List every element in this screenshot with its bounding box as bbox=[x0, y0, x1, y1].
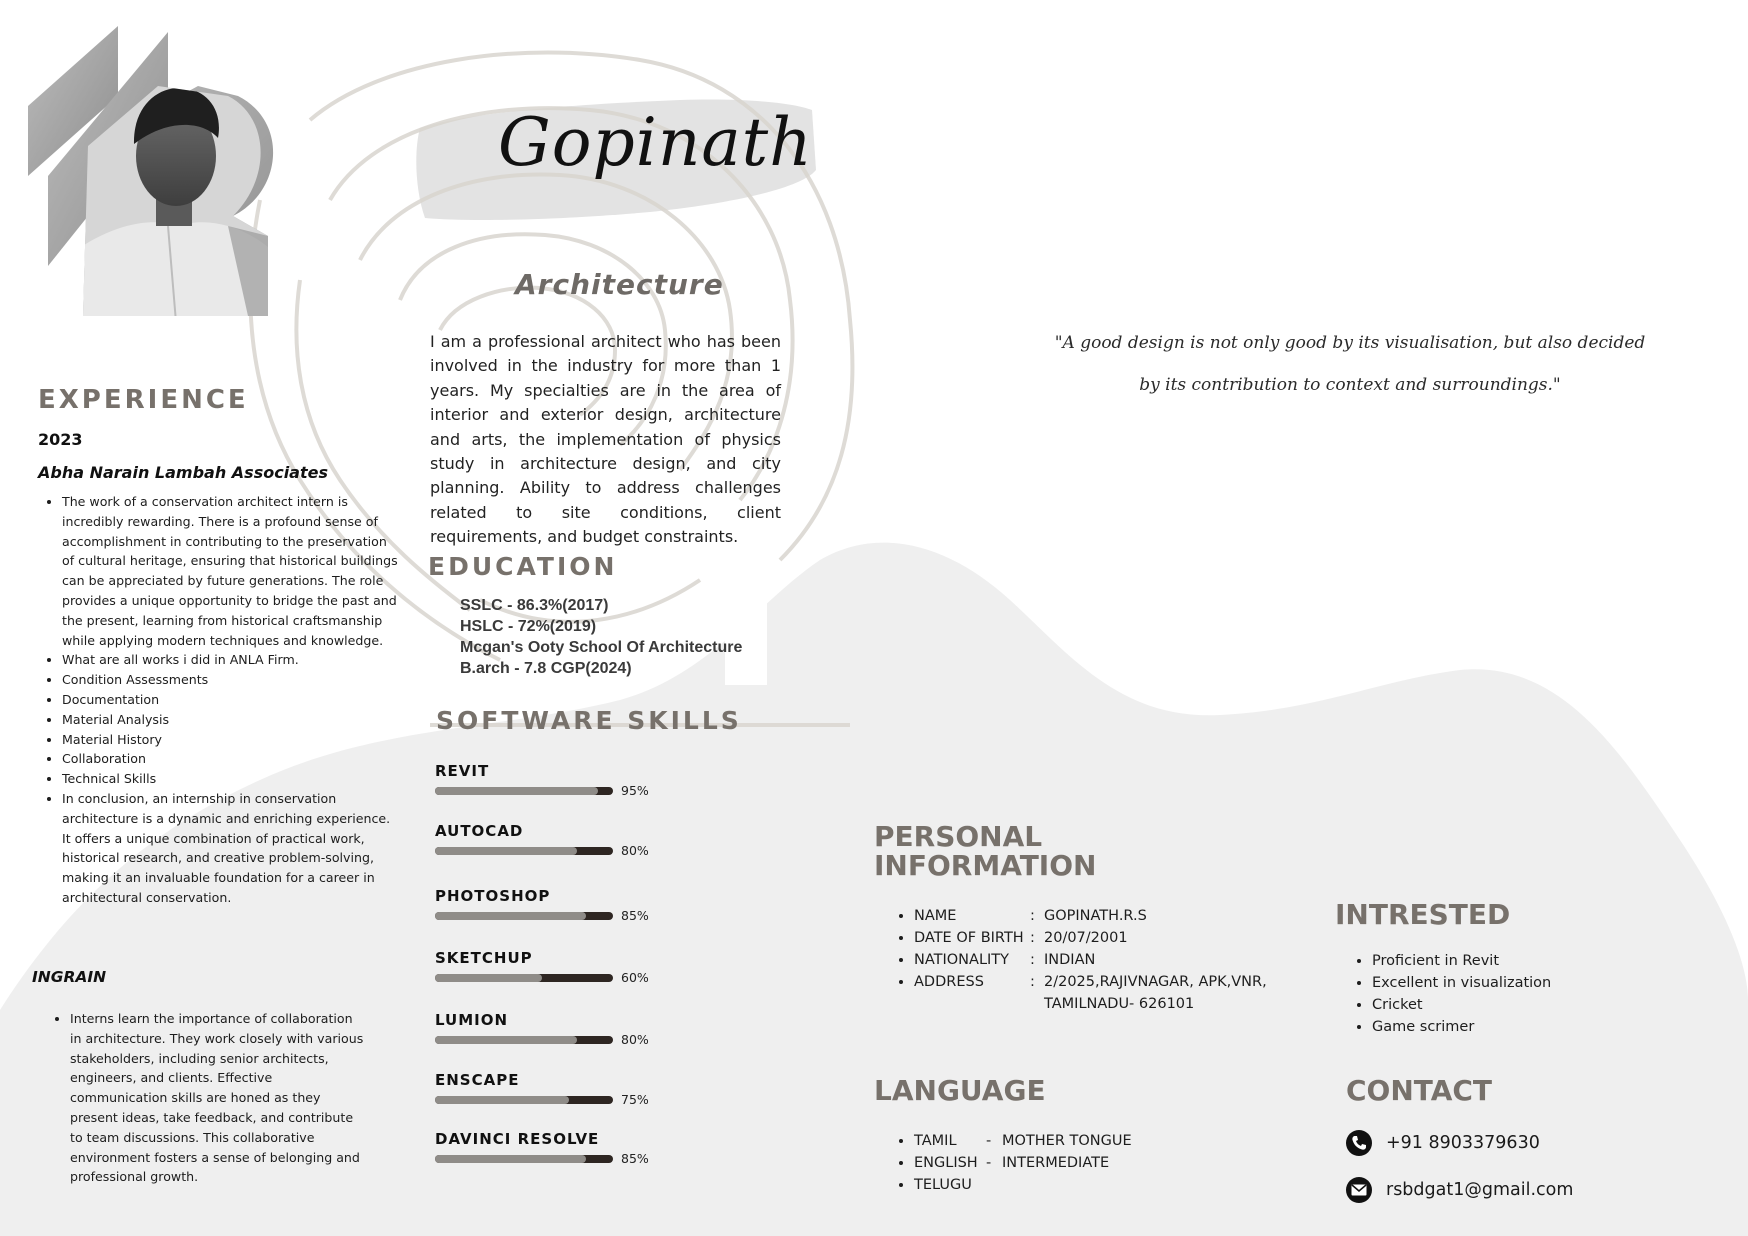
mail-icon bbox=[1346, 1177, 1372, 1203]
education-item: Mcgan's Ooty School Of Architecture bbox=[460, 639, 743, 656]
list-item: • Condition Assessments bbox=[62, 670, 400, 690]
quote-line-1: "A good design is not only good by its visualisation, but also decided bbox=[1054, 333, 1646, 353]
quote-line-2: by its contribution to context and surroundings." bbox=[1139, 375, 1561, 395]
personal-info-heading-line-2: INFORMATION bbox=[874, 849, 1097, 882]
list-item: • Interns learn the importance of collaboration in architecture. They work closely with various stakeholders, including senior architects, engineers, and clients. Effective communication skills are honed as they present ideas, take feedback, and contribute to team discussions. This collaborative environment fosters a sense of belonging and professional growth. bbox=[70, 1009, 366, 1187]
skill-percent: 85% bbox=[621, 1151, 649, 1166]
list-item: • What are all works i did in ANLA Firm. bbox=[62, 650, 400, 670]
skill-percent: 80% bbox=[621, 843, 649, 858]
list-item: • Material History bbox=[62, 730, 400, 750]
language-item: • ENGLISH - INTERMEDIATE bbox=[914, 1152, 1132, 1174]
list-item: • Documentation bbox=[62, 690, 400, 710]
list-item: • Technical Skills bbox=[62, 769, 400, 789]
skill-name: AUTOCAD bbox=[435, 822, 524, 840]
language-list bbox=[892, 1130, 1132, 1196]
info-nationality: • NATIONALITY : INDIAN bbox=[914, 949, 1314, 971]
interest-item: • Excellent in visualization bbox=[1372, 972, 1551, 994]
skill-percent: 85% bbox=[621, 908, 649, 923]
skill-name: PHOTOSHOP bbox=[435, 887, 551, 905]
list-item: • The work of a conservation architect intern is incredibly rewarding. There is a profound sense of accomplishment in contributing to the preservation of cultural heritage, ensuring that historical buildings can be appreciated by future generations. The role provides a unique opportunity to bridge the past and the present, learning from historical craftsmanship while applying modern techniques and knowledge. bbox=[62, 492, 400, 650]
skill-name: REVIT bbox=[435, 762, 490, 780]
skill-percent: 95% bbox=[621, 783, 649, 798]
contact-phone[interactable]: +91 8903379630 bbox=[1386, 1133, 1540, 1153]
personal-info-heading-line-1: PERSONAL bbox=[874, 820, 1043, 853]
quote bbox=[1030, 322, 1670, 406]
experience-list bbox=[40, 492, 400, 908]
info-address: • ADDRESS : 2/2025,RAJIVNAGAR, APK,VNR, TAMILNADU- 626101 bbox=[914, 971, 1314, 1015]
role-title: Architecture bbox=[515, 268, 724, 301]
interested-list bbox=[1350, 950, 1551, 1038]
education-item: SSLC - 86.3%(2017) bbox=[460, 597, 609, 614]
software-skills-heading: SOFTWARE SKILLS bbox=[436, 706, 742, 735]
contact-email-row[interactable] bbox=[1346, 1177, 1573, 1203]
info-dob: • DATE OF BIRTH : 20/07/2001 bbox=[914, 927, 1314, 949]
info-name: • NAME : GOPINATH.R.S bbox=[914, 905, 1314, 927]
experience-heading: EXPERIENCE bbox=[38, 385, 249, 415]
experience-company-2: INGRAIN bbox=[32, 968, 107, 986]
skill-percent: 80% bbox=[621, 1032, 649, 1047]
skill-name: ENSCAPE bbox=[435, 1071, 520, 1089]
education-item: HSLC - 72%(2019) bbox=[460, 618, 597, 635]
language-item: • TELUGU bbox=[914, 1174, 1132, 1196]
skill-name: LUMION bbox=[435, 1011, 509, 1029]
education-list bbox=[460, 595, 742, 679]
skill-name: SKETCHUP bbox=[435, 949, 533, 967]
list-item: • Collaboration bbox=[62, 749, 400, 769]
contact-email[interactable]: rsbdgat1@gmail.com bbox=[1386, 1180, 1574, 1200]
contact-phone-row[interactable] bbox=[1346, 1130, 1540, 1156]
personal-info-list bbox=[892, 905, 1314, 1015]
avatar bbox=[28, 26, 298, 344]
skill-percent: 60% bbox=[621, 970, 649, 985]
experience-list-2 bbox=[48, 1009, 366, 1187]
name-title: Gopinath bbox=[498, 104, 813, 181]
skill-name: DAVINCI RESOLVE bbox=[435, 1130, 600, 1148]
interest-item: • Proficient in Revit bbox=[1372, 950, 1551, 972]
list-item: • Material Analysis bbox=[62, 710, 400, 730]
list-item: • In conclusion, an internship in conservation architecture is a dynamic and enriching experience. It offers a unique combination of practical work, historical research, and creative problem-solving, making it an invaluable foundation for a career in architectural conservation. bbox=[62, 789, 400, 908]
skill-percent: 75% bbox=[621, 1092, 649, 1107]
personal-info-heading bbox=[874, 822, 1096, 880]
experience-year: 2023 bbox=[38, 430, 83, 449]
language-heading: LANGUAGE bbox=[874, 1074, 1046, 1107]
experience-company: Abha Narain Lambah Associates bbox=[38, 463, 328, 482]
contact-heading: CONTACT bbox=[1346, 1074, 1493, 1107]
phone-icon bbox=[1346, 1130, 1372, 1156]
education-item: B.arch - 7.8 CGP(2024) bbox=[460, 660, 632, 677]
interest-item: • Game scrimer bbox=[1372, 1016, 1551, 1038]
about-paragraph: I am a professional architect who has been involved in the industry for more than 1 years. My specialties are in the area of interior and exterior design, architecture and arts, the implementation of physics study in architecture design, and city planning. Ability to address challenges related to site conditions, client requirements, and budget constraints. bbox=[430, 332, 781, 547]
profile-photo bbox=[28, 26, 298, 344]
language-item: • TAMIL - MOTHER TONGUE bbox=[914, 1130, 1132, 1152]
education-heading: EDUCATION bbox=[428, 552, 618, 581]
interested-heading: INTRESTED bbox=[1335, 898, 1511, 931]
interest-item: • Cricket bbox=[1372, 994, 1551, 1016]
